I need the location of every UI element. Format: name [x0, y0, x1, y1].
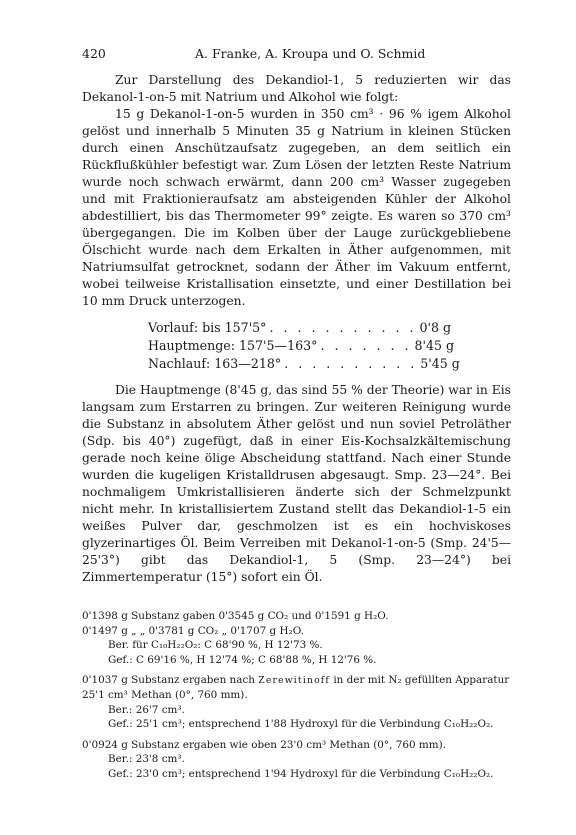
fraction-row — [148, 319, 452, 337]
analysis-calc: Ber. für C₁₀H₂₂O₂: C 68'90 %, H 12'73 %. — [108, 639, 323, 652]
fraction-label: Nachlauf: 163—218° — [148, 356, 282, 371]
analysis-found: Gef.: C 69'16 %, H 12'74 %; C 68'88 %, H 12'76 %. — [108, 653, 377, 666]
fraction-value: 8'45 g — [414, 338, 455, 353]
running-title: A. Franke, A. Kroupa und O. Schmid — [195, 46, 426, 61]
paragraph-procedure: 15 g Dekanol-1-on-5 wurden in 350 cm³ · 96 % igem Alkohol gelöst und innerhalb 5 Minuten 35 g Natrium in kleinen Stücken durch einen Anschützaufsatz zugegeben, an dem seitlich ein Rückflußkühler befestigt war. Zum Lösen der letzten Reste Natrium wurde noch schwach erwärmt, dann 200 cm³ Wasser zugegeben und mit Fraktionieraufsatz am absteigenden Kühler der Alkohol abdestilliert, bis das Thermometer 99° zeigte. Es waren so 370 cm³ übergegangen. Die im Kolben über der Lauge zurückgebliebene Ölschicht wurde nach dem Erkalten in Äther aufgenommen, mit Natriumsulfat getrocknet, sodann der Äther im Vakuum entfernt, wobei teilweise Kristallisation einsetzte, und einer Destillation bei 10 mm Druck unterzogen. — [82, 107, 511, 308]
analysis-found: Gef.: 25'1 cm³; entsprechend 1'88 Hydroxyl für die Verbindung C₁₀H₂₂O₂. — [108, 718, 494, 731]
fraction-row — [148, 355, 460, 373]
analysis-calc: Ber.: 26'7 cm³. — [108, 703, 185, 716]
page-header — [82, 46, 512, 64]
fraction-row — [148, 337, 455, 355]
fraction-value: 0'8 g — [419, 320, 452, 335]
main-text — [82, 72, 511, 586]
analysis-calc: Ber.: 23'8 cm³. — [108, 753, 185, 766]
fraction-value: 5'45 g — [420, 356, 460, 371]
fraction-leader: . . . . . . . — [320, 338, 412, 353]
analysis-line: 25'1 cm³ Methan (0°, 760 mm). — [82, 688, 248, 701]
paragraph-intro: Zur Darstellung des Dekandiol-1, 5 reduzierten wir das Dekanol-1-on-5 mit Natrium und Alkohol wie folgt: — [82, 73, 511, 104]
fraction-table — [148, 319, 460, 373]
analysis-block — [82, 609, 511, 782]
analysis-text: in der mit N₂ gefüllten Apparatur — [333, 674, 510, 687]
fraction-leader: . . . . . . . . . . . — [269, 320, 417, 335]
fraction-label: Hauptmenge: 157'5—163° — [148, 338, 318, 353]
page-number: 420 — [82, 46, 106, 61]
analysis-line: 0'1497 g „ „ 0'3781 g CO₂ „ 0'1707 g H₂O. — [82, 624, 304, 637]
paragraph-purification: Die Hauptmenge (8'45 g, das sind 55 % der Theorie) war in Eis langsam zum Erstarren zu bringen. Zur weiteren Reinigung wurde die Substanz in absolutem Äther gelöst und nun soviel Petroläther (Sdp. bis 40°) zugefügt, daß in einer Eis-Kochsalzkältemischung gerade noch keine ölige Abscheidung stattfand. Nach einer Stunde wurden die kugeligen Kristalldrusen abgesaugt. Smp. 23—24°. Bei nochmaligem Umkristallisieren änderte sich der Schmelzpunkt nicht mehr. In kristallisiertem Zustand stellt das Dekandiol-1-5 ein weißes Pulver dar, geschmolzen ist es ein hochviskoses glyzerinartiges Öl. Beim Verreiben mit Dekanol-1-on-5 (Smp. 24'5—25'3°) gibt das Dekandiol-1, 5 (Smp. 23—24°) bei Zimmertemperatur (15°) sofort ein Öl. — [82, 383, 511, 584]
analysis-line: 0'1398 g Substanz gaben 0'3545 g CO₂ und 0'1591 g H₂O. — [82, 610, 389, 622]
analysis-text: 0'1037 g Substanz ergaben nach — [82, 674, 255, 687]
analysis-line — [82, 673, 511, 688]
analysis-found: Gef.: 23'0 cm³; entsprechend 1'94 Hydroxyl für die Verbindung C₁₀H₂₂O₂. — [108, 767, 494, 780]
fraction-leader: . . . . . . . . . . — [284, 356, 418, 371]
author-name: Zerewitinoff — [258, 675, 331, 687]
fraction-label: Vorlauf: bis 157'5° — [148, 320, 267, 335]
analysis-line: 0'0924 g Substanz ergaben wie oben 23'0 cm³ Methan (0°, 760 mm). — [82, 738, 446, 751]
